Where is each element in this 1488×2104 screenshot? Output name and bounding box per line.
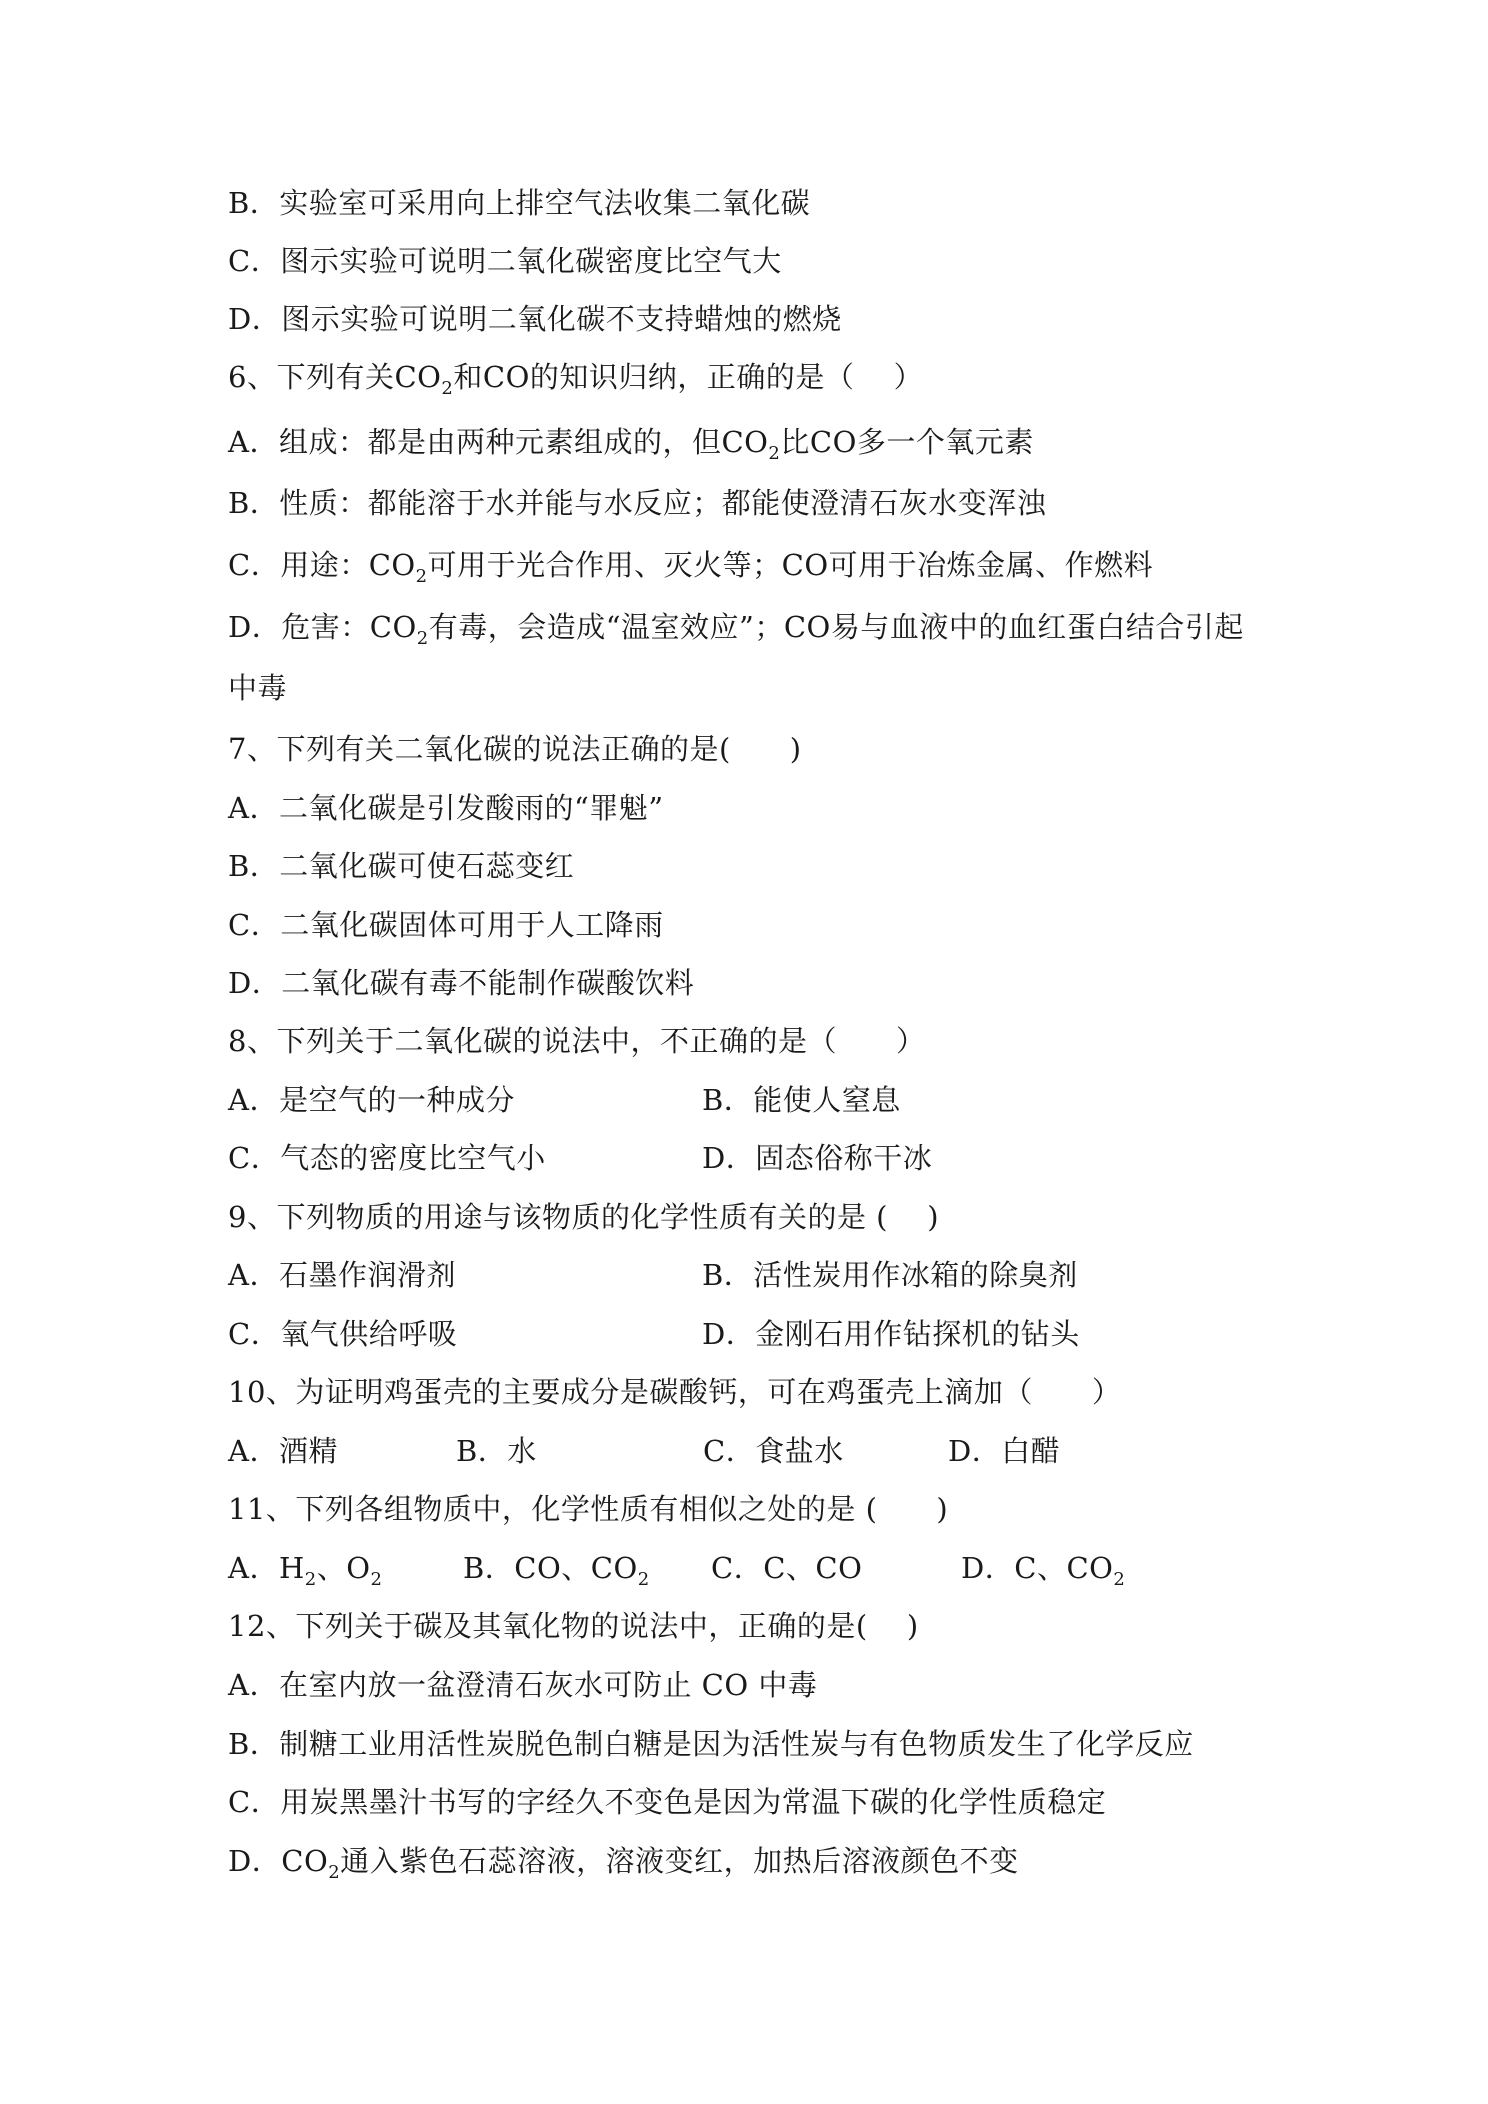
formula-co2: $CO_2$ <box>369 610 429 649</box>
q9-options-row2 <box>228 1314 1080 1354</box>
q11-option-c: C．C、CO <box>711 1551 863 1585</box>
q8-option-b: B．能使人窒息 <box>702 1083 901 1117</box>
q9-option-b: B．活性炭用作冰箱的除臭剂 <box>702 1258 1078 1292</box>
q11-option-b: B．CO、$CO_2$ <box>463 1551 650 1590</box>
q9-option-c: C．氧气供给呼吸 <box>228 1317 458 1351</box>
q8-option-a: A．是空气的一种成分 <box>228 1083 515 1117</box>
q12-option-a: A．在室内放一盆澄清石灰水可防止 CO 中毒 <box>228 1668 818 1702</box>
q12-stem: 12、下列关于碳及其氧化物的说法中，正确的是( ) <box>228 1609 919 1643</box>
q6-option-c: C．用途：$CO_2$可用于光合作用、灭火等；CO可用于冶炼金属、作燃料 <box>228 548 1154 587</box>
q7-option-d: D．二氧化碳有毒不能制作碳酸饮料 <box>228 966 695 1000</box>
q6-stem-part1: 6、下列有关 <box>228 360 395 394</box>
formula-co: CO <box>482 360 530 394</box>
q12-option-c: C．用炭黑墨汁书写的字经久不变色是因为常温下碳的化学性质稳定 <box>228 1785 1107 1819</box>
q10-option-a: A．酒精 <box>228 1434 338 1468</box>
q12-option-b: B．制糖工业用活性炭脱色制白糖是因为活性炭与有色物质发生了化学反应 <box>228 1727 1194 1761</box>
formula-co2: $CO_2$ <box>394 360 454 399</box>
q10-stem: 10、为证明鸡蛋壳的主要成分是碳酸钙，可在鸡蛋壳上滴加（ ） <box>228 1375 1122 1409</box>
q11-option-a: A．$H_2$、$O_2$ <box>228 1551 383 1590</box>
q7-stem: 7、下列有关二氧化碳的说法正确的是( ) <box>228 732 802 766</box>
formula-co: CO <box>809 425 857 459</box>
q6-option-b: B．性质：都能溶于水并能与水反应；都能使澄清石灰水变浑浊 <box>228 486 1047 520</box>
formula-co2: $CO_2$ <box>721 425 781 464</box>
q7-option-a: A．二氧化碳是引发酸雨的“罪魁” <box>228 791 664 825</box>
q6-option-d-continued: 中毒 <box>228 671 288 705</box>
q8-options-row1 <box>228 1080 901 1120</box>
q11-stem: 11、下列各组物质中，化学性质有相似之处的是 ( ) <box>228 1492 949 1526</box>
q9-option-a: A．石墨作润滑剂 <box>228 1258 456 1292</box>
q7-option-b: B．二氧化碳可使石蕊变红 <box>228 849 575 883</box>
q8-stem: 8、下列关于二氧化碳的说法中，不正确的是（ ） <box>228 1024 926 1058</box>
formula-co: CO <box>783 610 831 644</box>
formula-co2: $CO_2$ <box>368 548 428 587</box>
q9-options-row1 <box>228 1255 1078 1295</box>
q5-option-c: C．图示实验可说明二氧化碳密度比空气大 <box>228 244 782 278</box>
q11-option-d: D．C、$CO_2$ <box>961 1551 1126 1590</box>
q8-options-row2 <box>228 1138 933 1178</box>
q5-option-d: D．图示实验可说明二氧化碳不支持蜡烛的燃烧 <box>228 302 842 336</box>
q10-option-d: D．白醋 <box>948 1434 1061 1468</box>
q8-option-d: D．固态俗称干冰 <box>702 1141 933 1175</box>
q9-option-d: D．金刚石用作钻探机的钻头 <box>702 1317 1080 1351</box>
formula-co: CO <box>781 548 829 582</box>
q10-option-b: B．水 <box>456 1434 537 1468</box>
q6-stem: 6、下列有关$CO_2$和CO的知识归纳，正确的是（ ） <box>228 360 924 399</box>
q10-option-c: C．食盐水 <box>703 1434 844 1468</box>
q9-stem: 9、下列物质的用途与该物质的化学性质有关的是 ( ) <box>228 1200 940 1234</box>
q12-option-d: D．$CO_2$通入紫色石蕊溶液，溶液变红，加热后溶液颜色不变 <box>228 1844 1019 1883</box>
q5-option-b: B．实验室可采用向上排空气法收集二氧化碳 <box>228 186 811 220</box>
q6-option-a: A．组成：都是由两种元素组成的，但$CO_2$比CO多一个氧元素 <box>228 425 1034 464</box>
q6-option-d: D．危害：$CO_2$有毒，会造成“温室效应”；CO易与血液中的血红蛋白结合引起 <box>228 610 1244 649</box>
q8-option-c: C．气态的密度比空气小 <box>228 1141 546 1175</box>
q7-option-c: C．二氧化碳固体可用于人工降雨 <box>228 908 664 942</box>
